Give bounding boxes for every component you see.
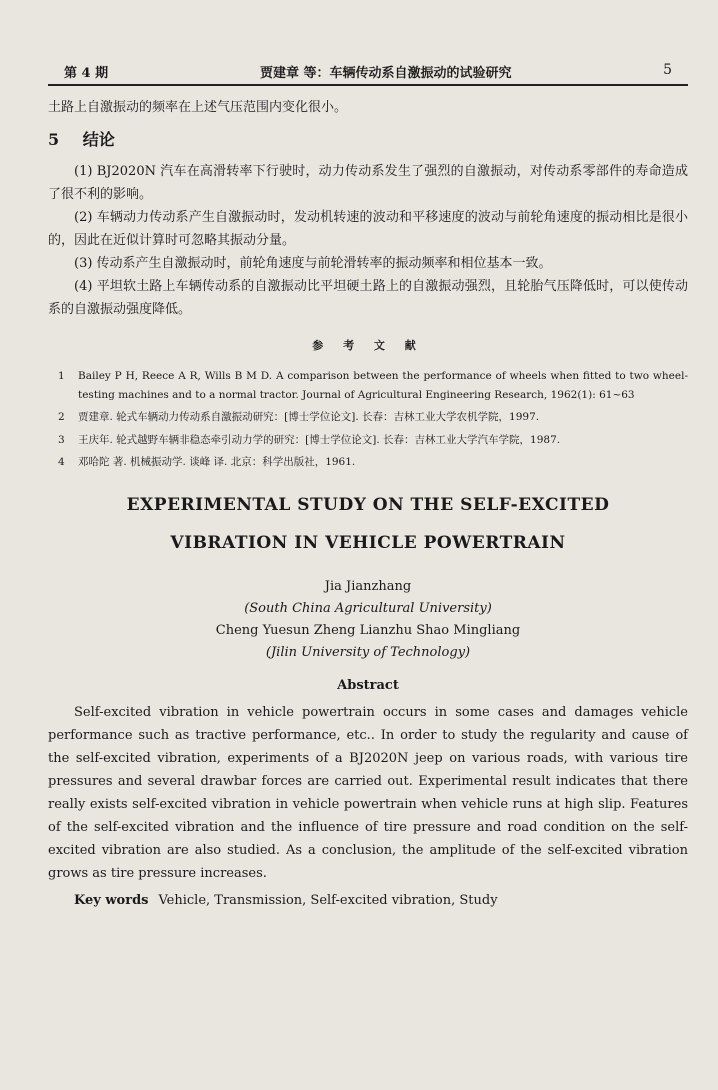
abstract-text: Self-excited vibration in vehicle powertrain occurs in some cases and damages vehicle performance such as tractive performance, etc.. In order to study the regularity and cause of the self-excited vibration, experiments of a BJ2020N jeep on various roads, with various tire pressures and several drawbar forces are carried out. Experimental result indicates that there really exists self-excited vibration in vehicle powertrain when vehicle runs at high slip. Features of the self-excited vibration and the influence of tire pressure and road condition on the self-excited vibration are also studied. As a conclusion, the amplitude of the self-excited vibration grows as tire pressure increases. [48,704,688,881]
reference-item [48,367,688,404]
section-heading [48,127,688,150]
reference-item [48,453,688,472]
reference-number: 3 [58,433,65,446]
english-title-line-2: VIBRATION IN VEHICLE POWERTRAIN [170,532,566,553]
issue-label: 第 4 期 [64,66,109,81]
running-header [48,56,688,86]
authors-2: Cheng Yuesun Zheng Lianzhu Shao Mingliang [215,622,521,638]
reference-text: 王庆年. 轮式越野车辆非稳态牵引动力学的研究：[博士学位论文]. 长春：吉林工业大学汽车学院，1987. [78,433,561,446]
english-title [48,486,688,562]
author-block [48,576,688,664]
running-title: 贾建章 等：车辆传动系自激振动的试验研究 [260,66,512,81]
reference-number: 1 [58,370,65,382]
keywords-line [48,889,688,912]
keywords-label: Key words [74,892,149,908]
body-text [48,96,688,912]
reference-text: Bailey P H, Reece A R, Wills B M D. A comparison between the performance of wheels when fitted to two wheel-testing machines and to a normal tractor. Journal of Agricultural Engineering Research, 1962(1): 61~63 [78,370,688,401]
conclusion-item-1: (1) BJ2020N 汽车在高滑转率下行驶时，动力传动系发生了强烈的自激振动，对传动系零部件的寿命造成了很不利的影响。 [48,164,688,202]
reference-number: 2 [58,411,65,423]
intro-line: 土路上自激振动的频率在上述气压范围内变化很小。 [48,100,348,115]
section-title: 结论 [82,130,115,149]
conclusion-item-2: (2) 车辆动力传动系产生自激振动时，发动机转速的波动和平移速度的波动与前轮角速度的振动相比是很小的，因此在近似计算时可忽略其振动分量。 [48,210,688,248]
author-1: Jia Jianzhang [324,578,412,594]
conclusion-item-4: (4) 平坦软土路上车辆传动系的自激振动比平坦硬土路上的自激振动强烈，且轮胎气压降低时，可以使传动系的自激振动强度降低。 [48,279,688,317]
references-title: 参 考 文 献 [312,339,424,352]
affiliation-2: (Jilin University of Technology) [265,644,471,660]
keywords-text: Vehicle, Transmission, Self-excited vibration, Study [158,892,498,908]
english-title-line-1: EXPERIMENTAL STUDY ON THE SELF-EXCITED [126,494,610,515]
reference-text: 邓哈陀 著. 机械振动学. 谈峰 译. 北京：科学出版社，1961. [78,456,356,468]
page-number: 5 [663,62,672,78]
reference-text: 贾建章. 轮式车辆动力传动系自激振动研究：[博士学位论文]. 长春：吉林工业大学农机学院，1997. [78,411,540,423]
reference-number: 4 [58,456,65,468]
affiliation-1: (South China Agricultural University) [244,600,492,616]
reference-item [48,431,688,450]
section-number: 5 [48,130,60,149]
conclusion-item-3: (3) 传动系产生自激振动时，前轮角速度与前轮滑转率的振动频率和相位基本一致。 [74,256,552,271]
reference-item [48,408,688,427]
abstract-heading: Abstract [337,677,399,693]
